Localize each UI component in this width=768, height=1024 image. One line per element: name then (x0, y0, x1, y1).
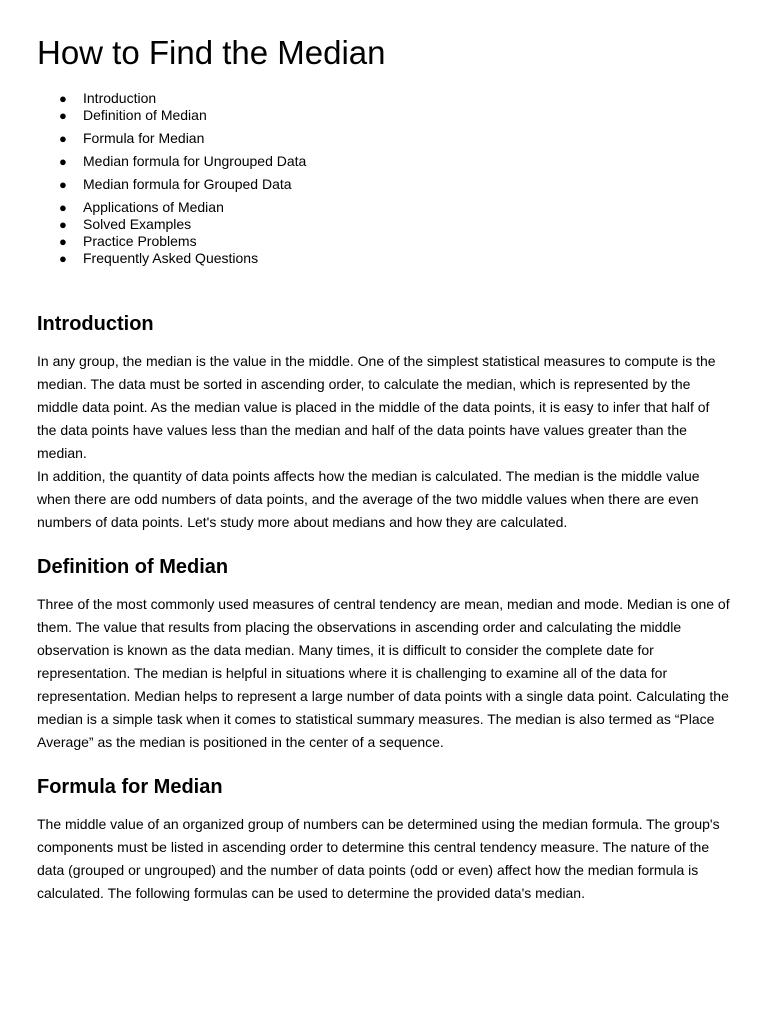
bullet-icon: ● (59, 131, 67, 146)
introduction-paragraph-1: In any group, the median is the value in the middle. One of the simplest statistical measures to compute is the median. The data must be sorted in ascending order, to calculate the median, which is represented by the middle data point. As the median value is placed in the middle of the data points, it is easy to infer that half of the data points have values less than the median and half of the data points have values greater than the median. (37, 353, 716, 461)
toc-item-definition (37, 107, 731, 124)
bullet-icon: ● (59, 251, 67, 266)
toc-item-ungrouped (37, 153, 731, 170)
bullet-icon: ● (59, 154, 67, 169)
bullet-icon: ● (59, 108, 67, 123)
introduction-paragraph-2: In addition, the quantity of data points affects how the median is calculated. The median is the middle value when there are odd numbers of data points, and the average of the two middle values when there are even numbers of data points. Let's study more about medians and how they are calculated. (37, 468, 700, 530)
table-of-contents (37, 90, 731, 267)
toc-item-label: Practice Problems (83, 233, 197, 249)
toc-item-label: Solved Examples (83, 216, 192, 232)
toc-item-practice-problems (37, 233, 731, 250)
toc-item-applications (37, 199, 731, 216)
bullet-icon: ● (59, 234, 67, 249)
toc-item-label: Introduction (83, 90, 157, 106)
toc-item-label: Formula for Median (83, 130, 205, 146)
toc-item-label: Applications of Median (83, 199, 224, 215)
toc-item-solved-examples (37, 216, 731, 233)
toc-item-faq (37, 250, 731, 267)
toc-item-label: Median formula for Grouped Data (83, 176, 292, 192)
toc-item-introduction (37, 90, 731, 107)
toc-item-formula (37, 130, 731, 147)
formula-paragraph: The middle value of an organized group of numbers can be determined using the median formula. The group's components must be listed in ascending order to determine this central tendency measure. The nature of the data (grouped or ungrouped) and the number of data points (odd or even) affect how the median formula is calculated. The following formulas can be used to determine the provided data's median. (37, 816, 720, 901)
toc-item-label: Definition of Median (83, 107, 207, 123)
section-heading-formula: Formula for Median (37, 776, 223, 798)
section-heading-definition: Definition of Median (37, 556, 229, 578)
section-heading-introduction: Introduction (37, 313, 154, 335)
bullet-icon: ● (59, 200, 67, 215)
definition-paragraph: Three of the most commonly used measures of central tendency are mean, median and mode. Median is one of them. The value that results from placing the observations in ascending order and calculating the middle observation is known as the data median. Many times, it is difficult to consider the complete date for representation. The median is helpful in situations where it is challenging to examine all of the data for representation. Median helps to represent a large number of data points with a single data point. Calculating the median is a simple task when it comes to statistical summary measures. The median is also termed as “Place Average” as the median is positioned in the center of a sequence. (37, 596, 730, 750)
toc-item-label: Frequently Asked Questions (83, 250, 259, 266)
bullet-icon: ● (59, 91, 67, 106)
page-title: How to Find the Median (37, 34, 386, 71)
toc-item-grouped (37, 176, 731, 193)
bullet-icon: ● (59, 217, 67, 232)
bullet-icon: ● (59, 177, 67, 192)
toc-item-label: Median formula for Ungrouped Data (83, 153, 307, 169)
